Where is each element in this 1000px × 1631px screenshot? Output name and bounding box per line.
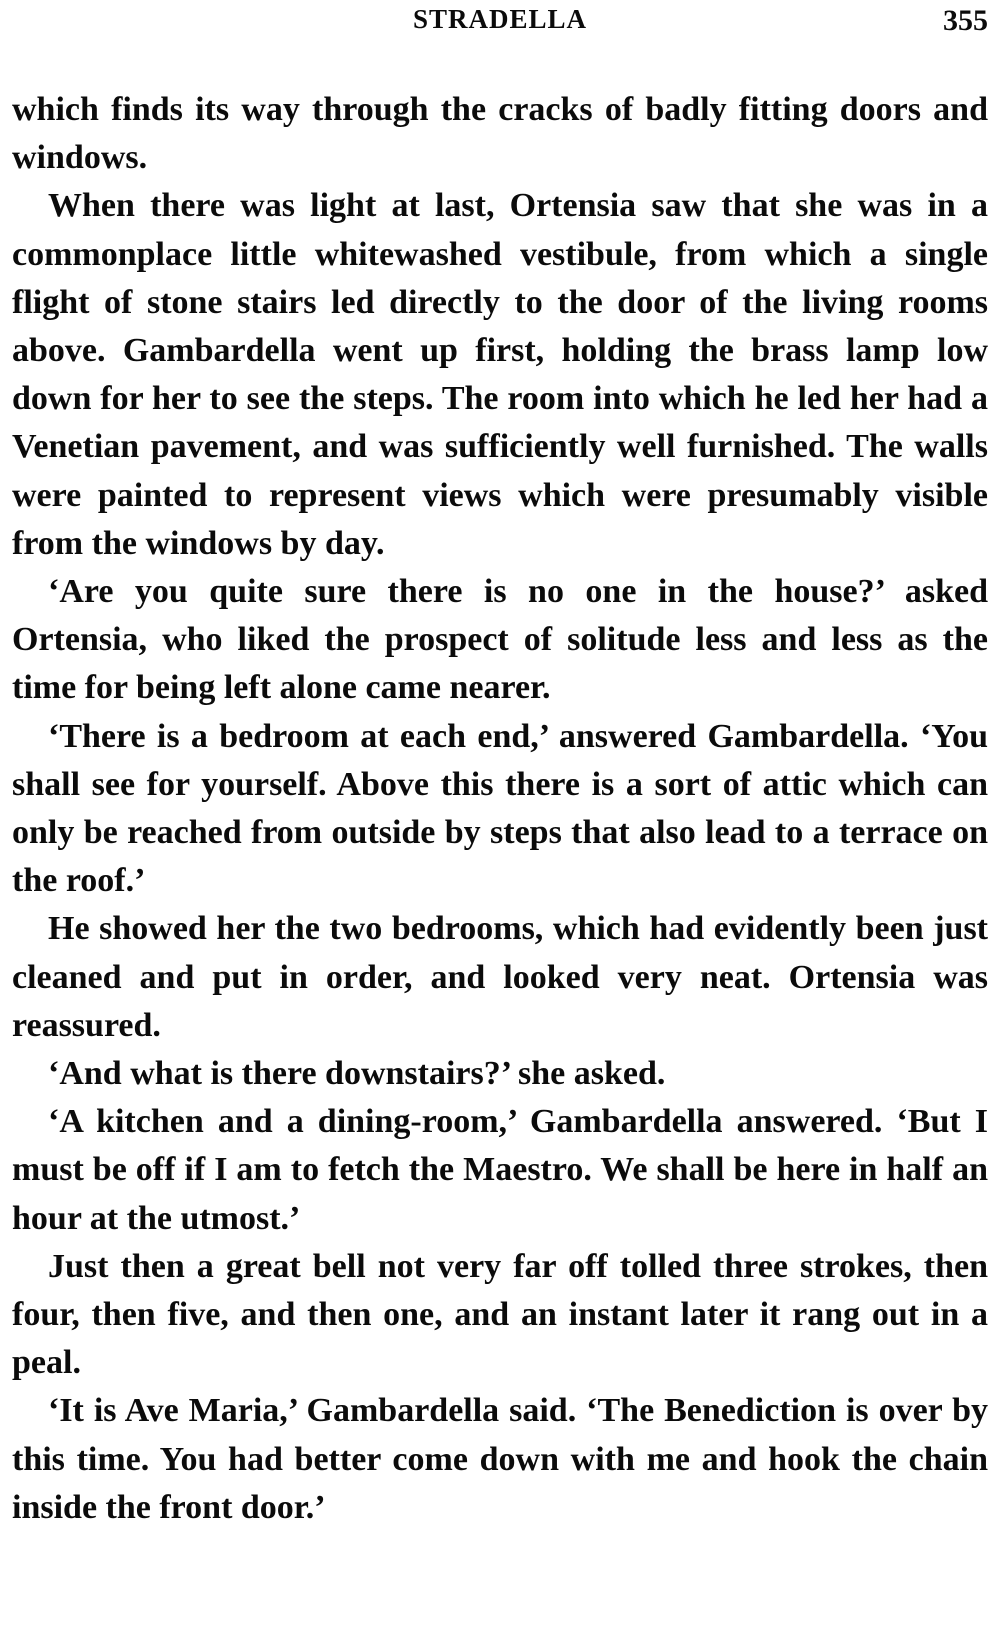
body-text: [12, 86, 988, 1532]
paragraph: ‘Are you quite sure there is no one in the house?’ asked Ortensia, who liked the prospect of solitude less and less as the time for being left alone came nearer.: [12, 573, 988, 707]
page-header: [12, 4, 988, 44]
running-head: STRADELLA: [412, 4, 588, 34]
paragraph: ‘There is a bedroom at each end,’ answered Gambardella. ‘You shall see for yourself. Above this there is a sort of attic which can only be reached from outside by steps that also lead to a terrace on the roof.’: [12, 717, 988, 900]
paragraph: ‘A kitchen and a dining-room,’ Gambardella answered. ‘But I must be off if I am to fetch the Maestro. We shall be here in half an hour at the utmost.’: [12, 1103, 988, 1237]
paragraph: ‘It is Ave Maria,’ Gambardella said. ‘The Benediction is over by this time. You had better come down with me and hook the chain inside the front door.’: [12, 1392, 988, 1526]
paragraph: When there was light at last, Ortensia saw that she was in a commonplace little whitewashed vestibule, from which a single flight of stone stairs led directly to the door of the living rooms above. Gambardella went up first, holding the brass lamp low down for her to see the steps. The room into which he led her had a Venetian pavement, and was sufficiently well furnished. The walls were painted to represent views which were presumably visible from the windows by day.: [12, 187, 988, 562]
page-number: 355: [943, 4, 988, 37]
paragraph-continuation: which finds its way through the cracks of badly fitting doors and windows.: [12, 91, 988, 177]
paragraph: Just then a great bell not very far off tolled three strokes, then four, then five, and then one, and an instant later it rang out in a peal.: [12, 1247, 988, 1382]
paragraph: He showed her the two bedrooms, which had evidently been just cleaned and put in order, and looked very neat. Ortensia was reassured.: [12, 910, 988, 1044]
paragraph: ‘And what is there downstairs?’ she asked.: [48, 1055, 666, 1093]
